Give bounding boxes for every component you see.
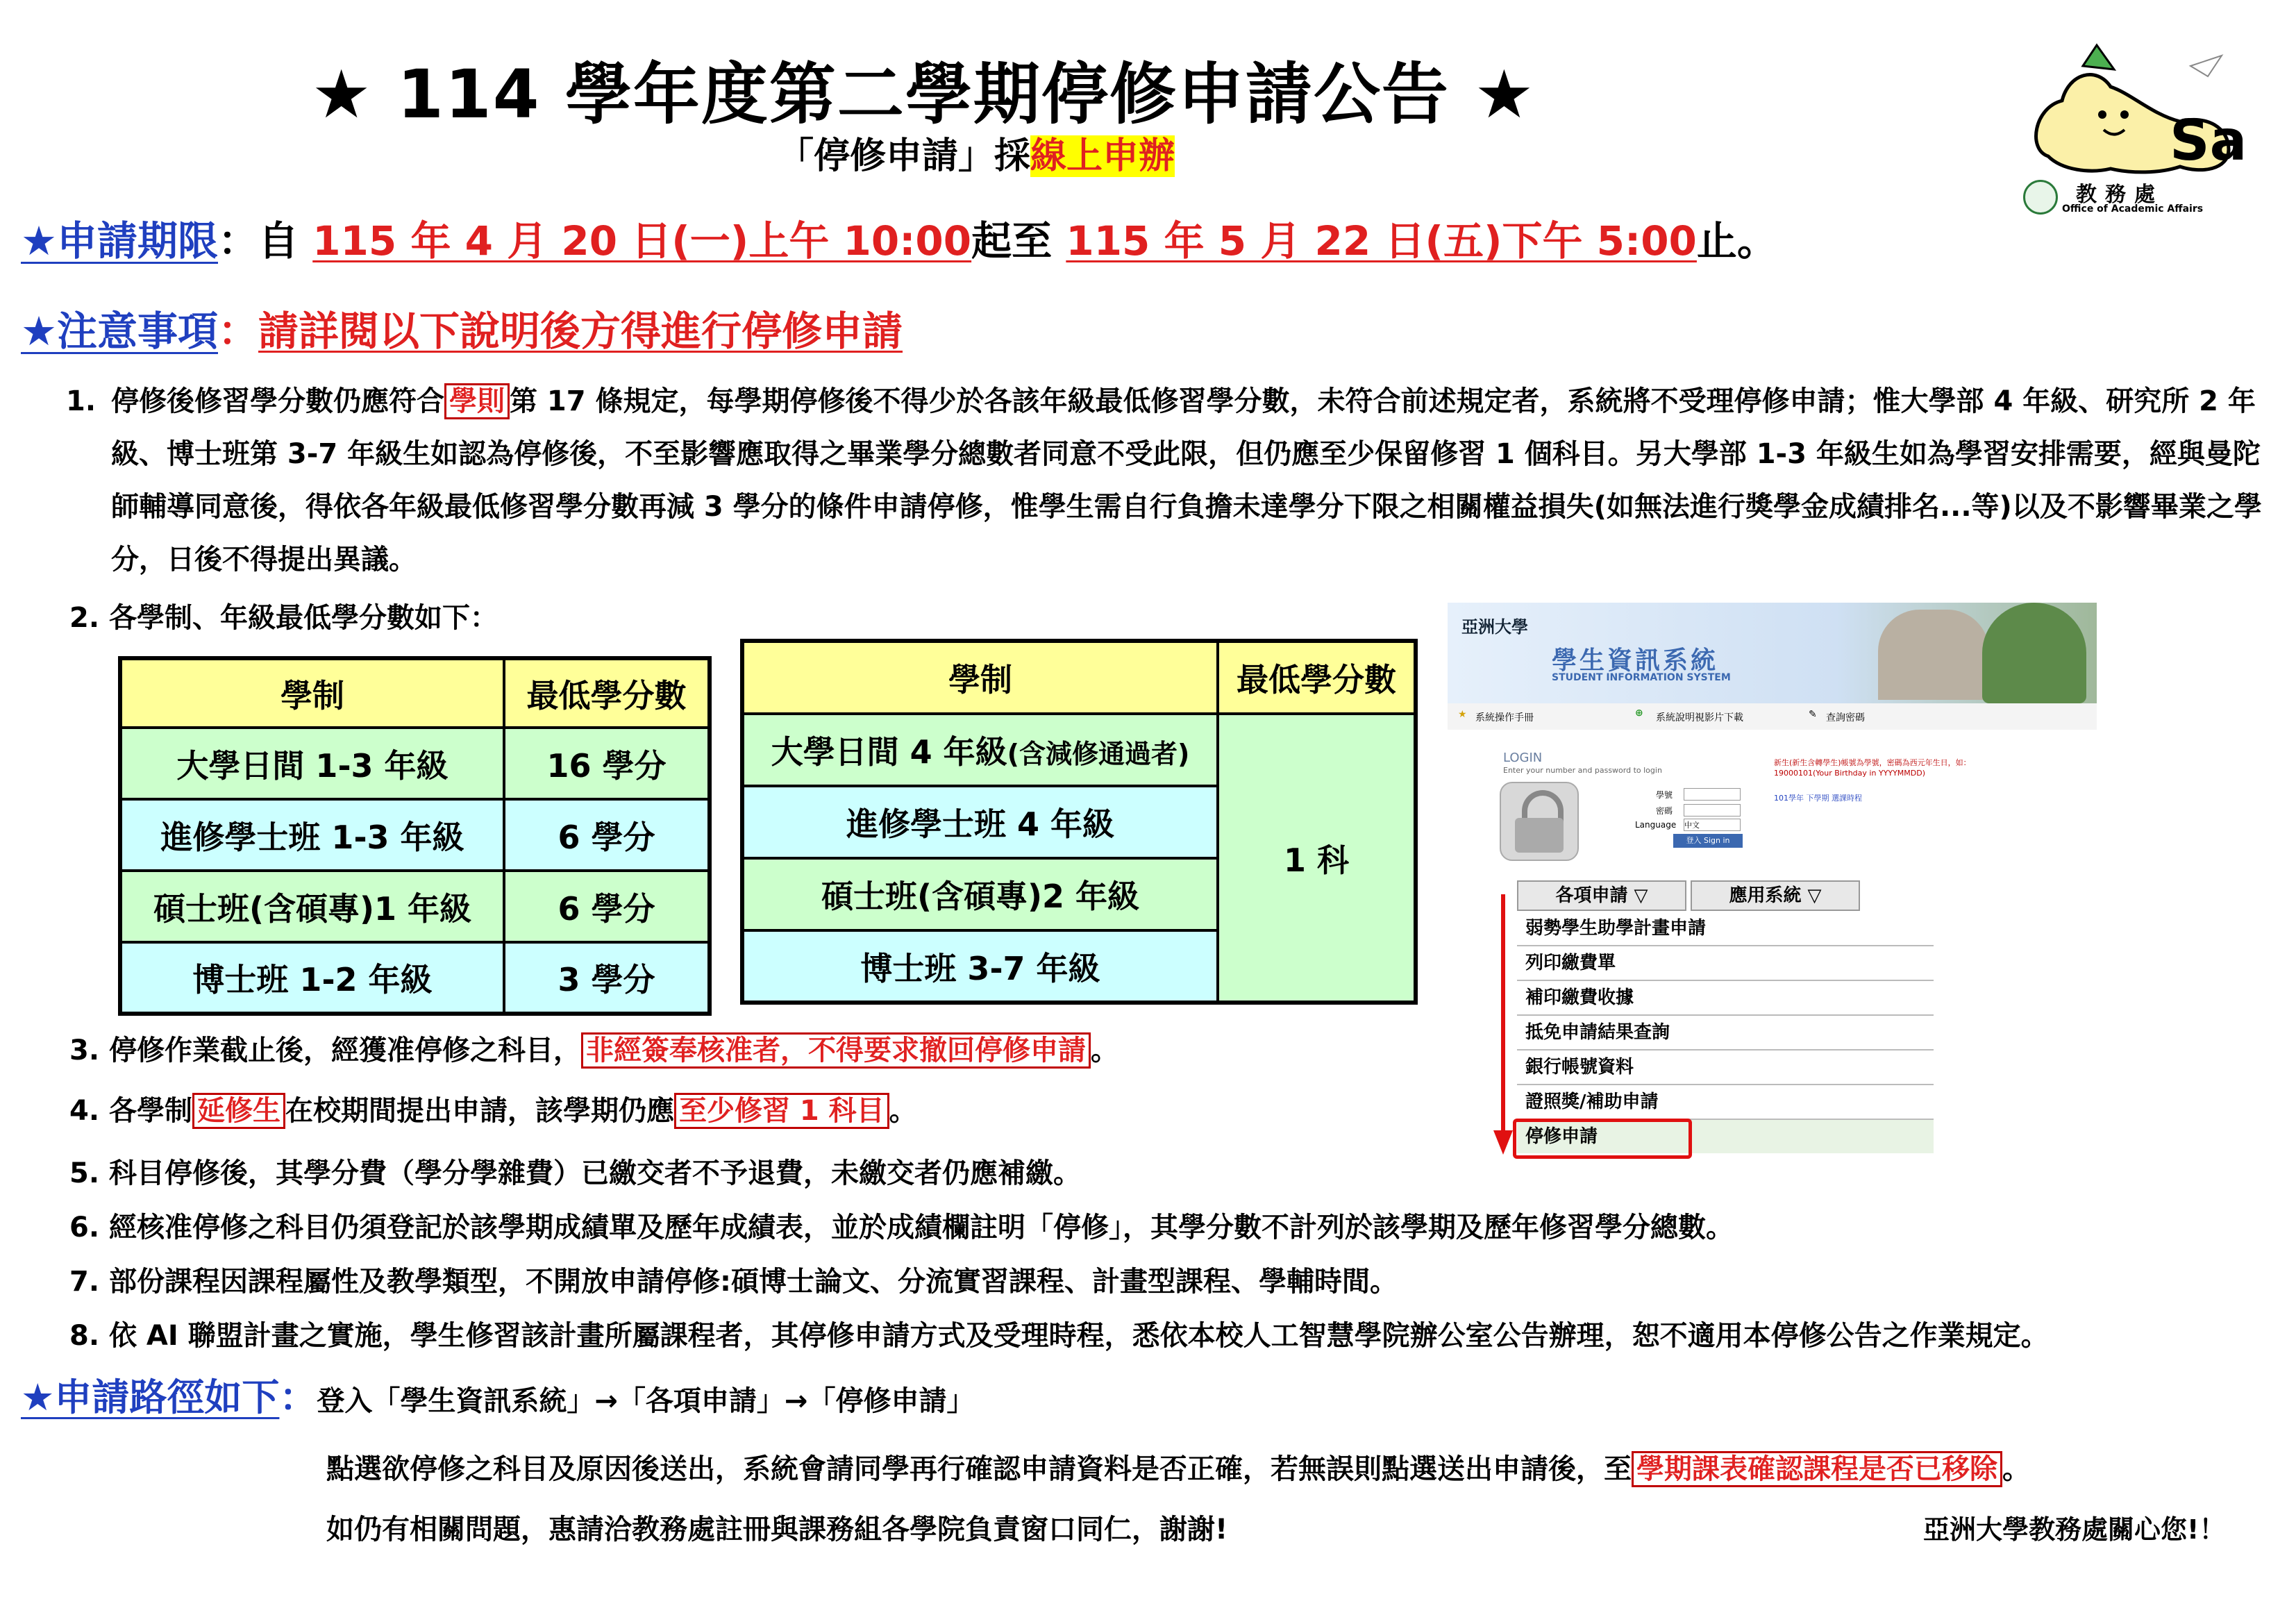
period-colon: ：自: [218, 217, 313, 265]
field-label-id: 學號: [1656, 790, 1673, 800]
field-label-pw: 密碼: [1656, 806, 1673, 816]
tab-apps-label: 應用系統: [1729, 885, 1802, 906]
table-row: [120, 871, 710, 942]
table2-row1-note: (含減修通過者): [1007, 739, 1190, 769]
table-row: [742, 714, 1416, 786]
item-1-highlight: 學則: [444, 383, 510, 419]
application-period: [21, 208, 1777, 267]
item-7: 7. 部份課程因課程屬性及教學類型，不開放申請停修:碩博士論文、分流實習課程、計畫型課程、學輔時間。: [69, 1266, 1398, 1298]
item-3-text: 3. 停修作業截止後，經獲准停修之科目，: [69, 1035, 581, 1066]
application-path: [21, 1368, 974, 1421]
page-subtitle: [778, 126, 1175, 178]
notice-heading: [21, 299, 903, 357]
menu-manual[interactable]: 系統操作手冊: [1475, 712, 1534, 723]
link-item[interactable]: 銀行帳號資料: [1517, 1050, 1934, 1085]
min-credits-table: [118, 656, 712, 1016]
period-mid: 起至: [971, 217, 1066, 265]
item-3-highlight: 非經簽奉核准者，不得要求撤回停修申請: [581, 1032, 1091, 1069]
table-row: [120, 942, 710, 1014]
item-4-highlight-2: 至少修習 1 科目: [674, 1093, 889, 1129]
period-start: 115 年 4 月 20 日(一)上午 10:00: [312, 217, 972, 265]
item-6: 6. 經核准停修之科目仍須登記於該學期成績單及歷年成績表，並於成績欄註明「停修」，其學分數不計列於該學期及歷年修習學分總數。: [69, 1212, 1734, 1244]
period-label: ★申請期限: [21, 217, 218, 265]
table-cell: 3 學分: [504, 942, 710, 1014]
palm-image: [1982, 603, 2086, 703]
link-item[interactable]: 證照獎/補助申請: [1517, 1085, 1934, 1120]
key-icon: ✎: [1809, 709, 1817, 720]
item-1-text-cont: 第 17 條規定，每學期停修後不得少於各該年級最低修習學分數，未符合前述規定者，系統將不受理停修申請；惟大學部 4 年級、研究所 2 年級、博士班第 3-7 年級生如認為停修後，不至影響應取得之畢業學分總數者同意不受此限，但仍應至少保留修習 1 個科目。另大學部 1-3 年級生如為學習安排需要，經與曼陀師輔導同意後，得依各年級最低修習學分數再減 3 學分的條件申請停修，惟學生需自行負擔未達學分下限之相關權益損失(如無法進行獎學金成績排名...等)以及不影響畢業之學分，日後不得提出異議。: [111, 385, 2262, 576]
contact-note: 如仍有相關問題，惠請洽教務處註冊與課務組各學院負責窗口同仁，謝謝!: [326, 1514, 1228, 1546]
item-4-highlight-1: 延修生: [192, 1093, 285, 1129]
link-suspend-label: 停修申請: [1525, 1126, 1598, 1147]
mascot-icon: [2020, 38, 2243, 177]
dept-name: 教務處: [2076, 183, 2163, 207]
table-cell: 6 學分: [504, 871, 710, 942]
system-screenshot: [1448, 603, 2097, 1158]
table-row: [120, 728, 710, 799]
item-8: 8. 依 AI 聯盟計畫之實施，學生修習該計畫所屬課程者，其停修申請方式及受理時程，悉依本校人工智慧學院辦公室公告辦理，恕不適用本停修公告之作業規定。: [69, 1320, 2049, 1352]
table-cell: 進修學士班 1-3 年級: [120, 799, 504, 871]
building-image: [1878, 610, 1989, 700]
notice-label: ★注意事項: [21, 308, 218, 355]
table-row: [120, 799, 710, 871]
screenshot-banner: [1448, 603, 2097, 703]
screenshot-menu: [1448, 703, 2097, 730]
table1-header-system: 學制: [120, 658, 504, 728]
dept-label: [2020, 177, 2243, 219]
link-item[interactable]: 補印繳費收據: [1517, 981, 1934, 1016]
svg-text:Sa: Sa: [2170, 108, 2243, 173]
subtitle-text: 「停修申請」採: [778, 135, 1031, 177]
table1-header-credits: 最低學分數: [504, 658, 710, 728]
page-title: ★ 114 學年度第二學期停修申請公告 ★: [311, 56, 1536, 133]
language-select[interactable]: 中文: [1684, 819, 1741, 831]
application-links: [1517, 912, 1934, 1153]
screenshot-system-title: 學生資訊系統: [1552, 646, 1719, 675]
subtitle-highlight: 線上申辦: [1030, 135, 1175, 177]
min-courses-table: [740, 639, 1418, 1005]
table2-row1-text: 大學日間 4 年級: [771, 733, 1007, 771]
item-2: 2. 各學制、年級最低學分數如下：: [69, 602, 498, 634]
item-1-number: 1.: [66, 385, 97, 417]
table-cell: 博士班 1-2 年級: [120, 942, 504, 1014]
screenshot-school: 亞洲大學: [1461, 617, 1528, 637]
arrow-down-icon: [1489, 894, 1517, 1158]
item-1: [111, 375, 2270, 586]
item-4-mid: 在校期間提出申請，該學期仍應: [285, 1095, 674, 1127]
notice-colon: ：: [218, 308, 259, 355]
item-4: [69, 1085, 917, 1137]
dept-name-en: Office of Academic Affairs: [2062, 203, 2204, 215]
tab-applications[interactable]: 各項申請 ▽: [1517, 880, 1686, 911]
path-instructions: [326, 1443, 2030, 1496]
password-input[interactable]: [1684, 804, 1741, 817]
path-instructions-highlight: 學期課表確認課程是否已移除: [1632, 1451, 2002, 1487]
menu-video[interactable]: 系統說明視影片下載: [1656, 712, 1743, 723]
path-text: 登入「學生資訊系統」→「各項申請」→「停修申請」: [317, 1385, 975, 1417]
table2-header-credits: 最低學分數: [1218, 641, 1416, 714]
path-colon: ：: [279, 1375, 317, 1419]
table-cell: [742, 714, 1218, 786]
path-label: ★申請路徑如下: [21, 1375, 280, 1419]
table-cell: 碩士班(含碩專)2 年級: [742, 858, 1218, 930]
table-cell: 碩士班(含碩專)1 年級: [120, 871, 504, 942]
login-area: [1448, 730, 2097, 869]
screenshot-system-en: STUDENT INFORMATION SYSTEM: [1552, 672, 1731, 683]
period-end: 115 年 5 月 22 日(五)下午 5:00: [1066, 217, 1697, 265]
seal-icon: [2023, 180, 2058, 215]
news-item: 新生(新生含轉學生)帳號為學號，密碼為西元年生日，如：19000101(Your Birthday in YYYYMMDD): [1774, 758, 1971, 778]
field-label-lang: Language: [1635, 820, 1677, 830]
table-cell: 大學日間 1-3 年級: [120, 728, 504, 799]
plus-icon: ⊕: [1635, 708, 1643, 719]
lock-icon: [1500, 782, 1579, 861]
item-3-end: 。: [1090, 1035, 1118, 1066]
link-item[interactable]: 列印繳費單: [1517, 946, 1934, 981]
table2-header-system: 學制: [742, 641, 1218, 714]
item-3: [69, 1024, 1118, 1077]
table-cell: 6 學分: [504, 799, 710, 871]
link-item[interactable]: 弱勢學生助學計畫申請: [1517, 912, 1934, 946]
login-sub: Enter your number and password to login: [1503, 766, 1662, 775]
sign-in-button[interactable]: 登入 Sign in: [1673, 834, 1743, 848]
table-cell: 16 學分: [504, 728, 710, 799]
table-cell: 進修學士班 4 年級: [742, 786, 1218, 858]
item-4-text: 4. 各學制: [69, 1095, 192, 1127]
table-cell: 博士班 3-7 年級: [742, 930, 1218, 1003]
notice-text: 請詳閱以下說明後方得進行停修申請: [258, 308, 903, 355]
menu-password[interactable]: 查詢密碼: [1826, 712, 1865, 723]
student-id-input[interactable]: [1684, 788, 1741, 801]
path-instructions-text: 點選欲停修之科目及原因後送出，系統會請同學再行確認申請資料是否正確，若無誤則點選送出申請後，至: [326, 1453, 1632, 1485]
star-icon: ★: [1458, 709, 1467, 720]
link-item-suspend[interactable]: [1517, 1120, 1934, 1153]
period-tail: 止。: [1696, 217, 1777, 265]
tab-apps[interactable]: 應用系統 ▽: [1691, 880, 1860, 911]
path-instructions-end: 。: [2002, 1453, 2030, 1485]
tab-applications-label: 各項申請: [1555, 885, 1628, 906]
login-title: LOGIN: [1503, 751, 1543, 765]
item-1-text: 停修後修習學分數仍應符合: [111, 385, 444, 417]
highlight-box: [1513, 1119, 1692, 1159]
signature: 亞洲大學教務處關心您!！: [1923, 1514, 2226, 1545]
news-item[interactable]: 101學年 下學期 選課時程: [1774, 794, 1862, 803]
item-4-end: 。: [889, 1095, 917, 1127]
link-item[interactable]: 抵免申請結果查詢: [1517, 1016, 1934, 1050]
office-logo: [2020, 38, 2243, 219]
item-5: 5. 科目停修後，其學分費（學分學雜費）已繳交者不予退費，未繳交者仍應補繳。: [69, 1157, 1081, 1189]
table2-value-cell: 1 科: [1218, 714, 1416, 1003]
